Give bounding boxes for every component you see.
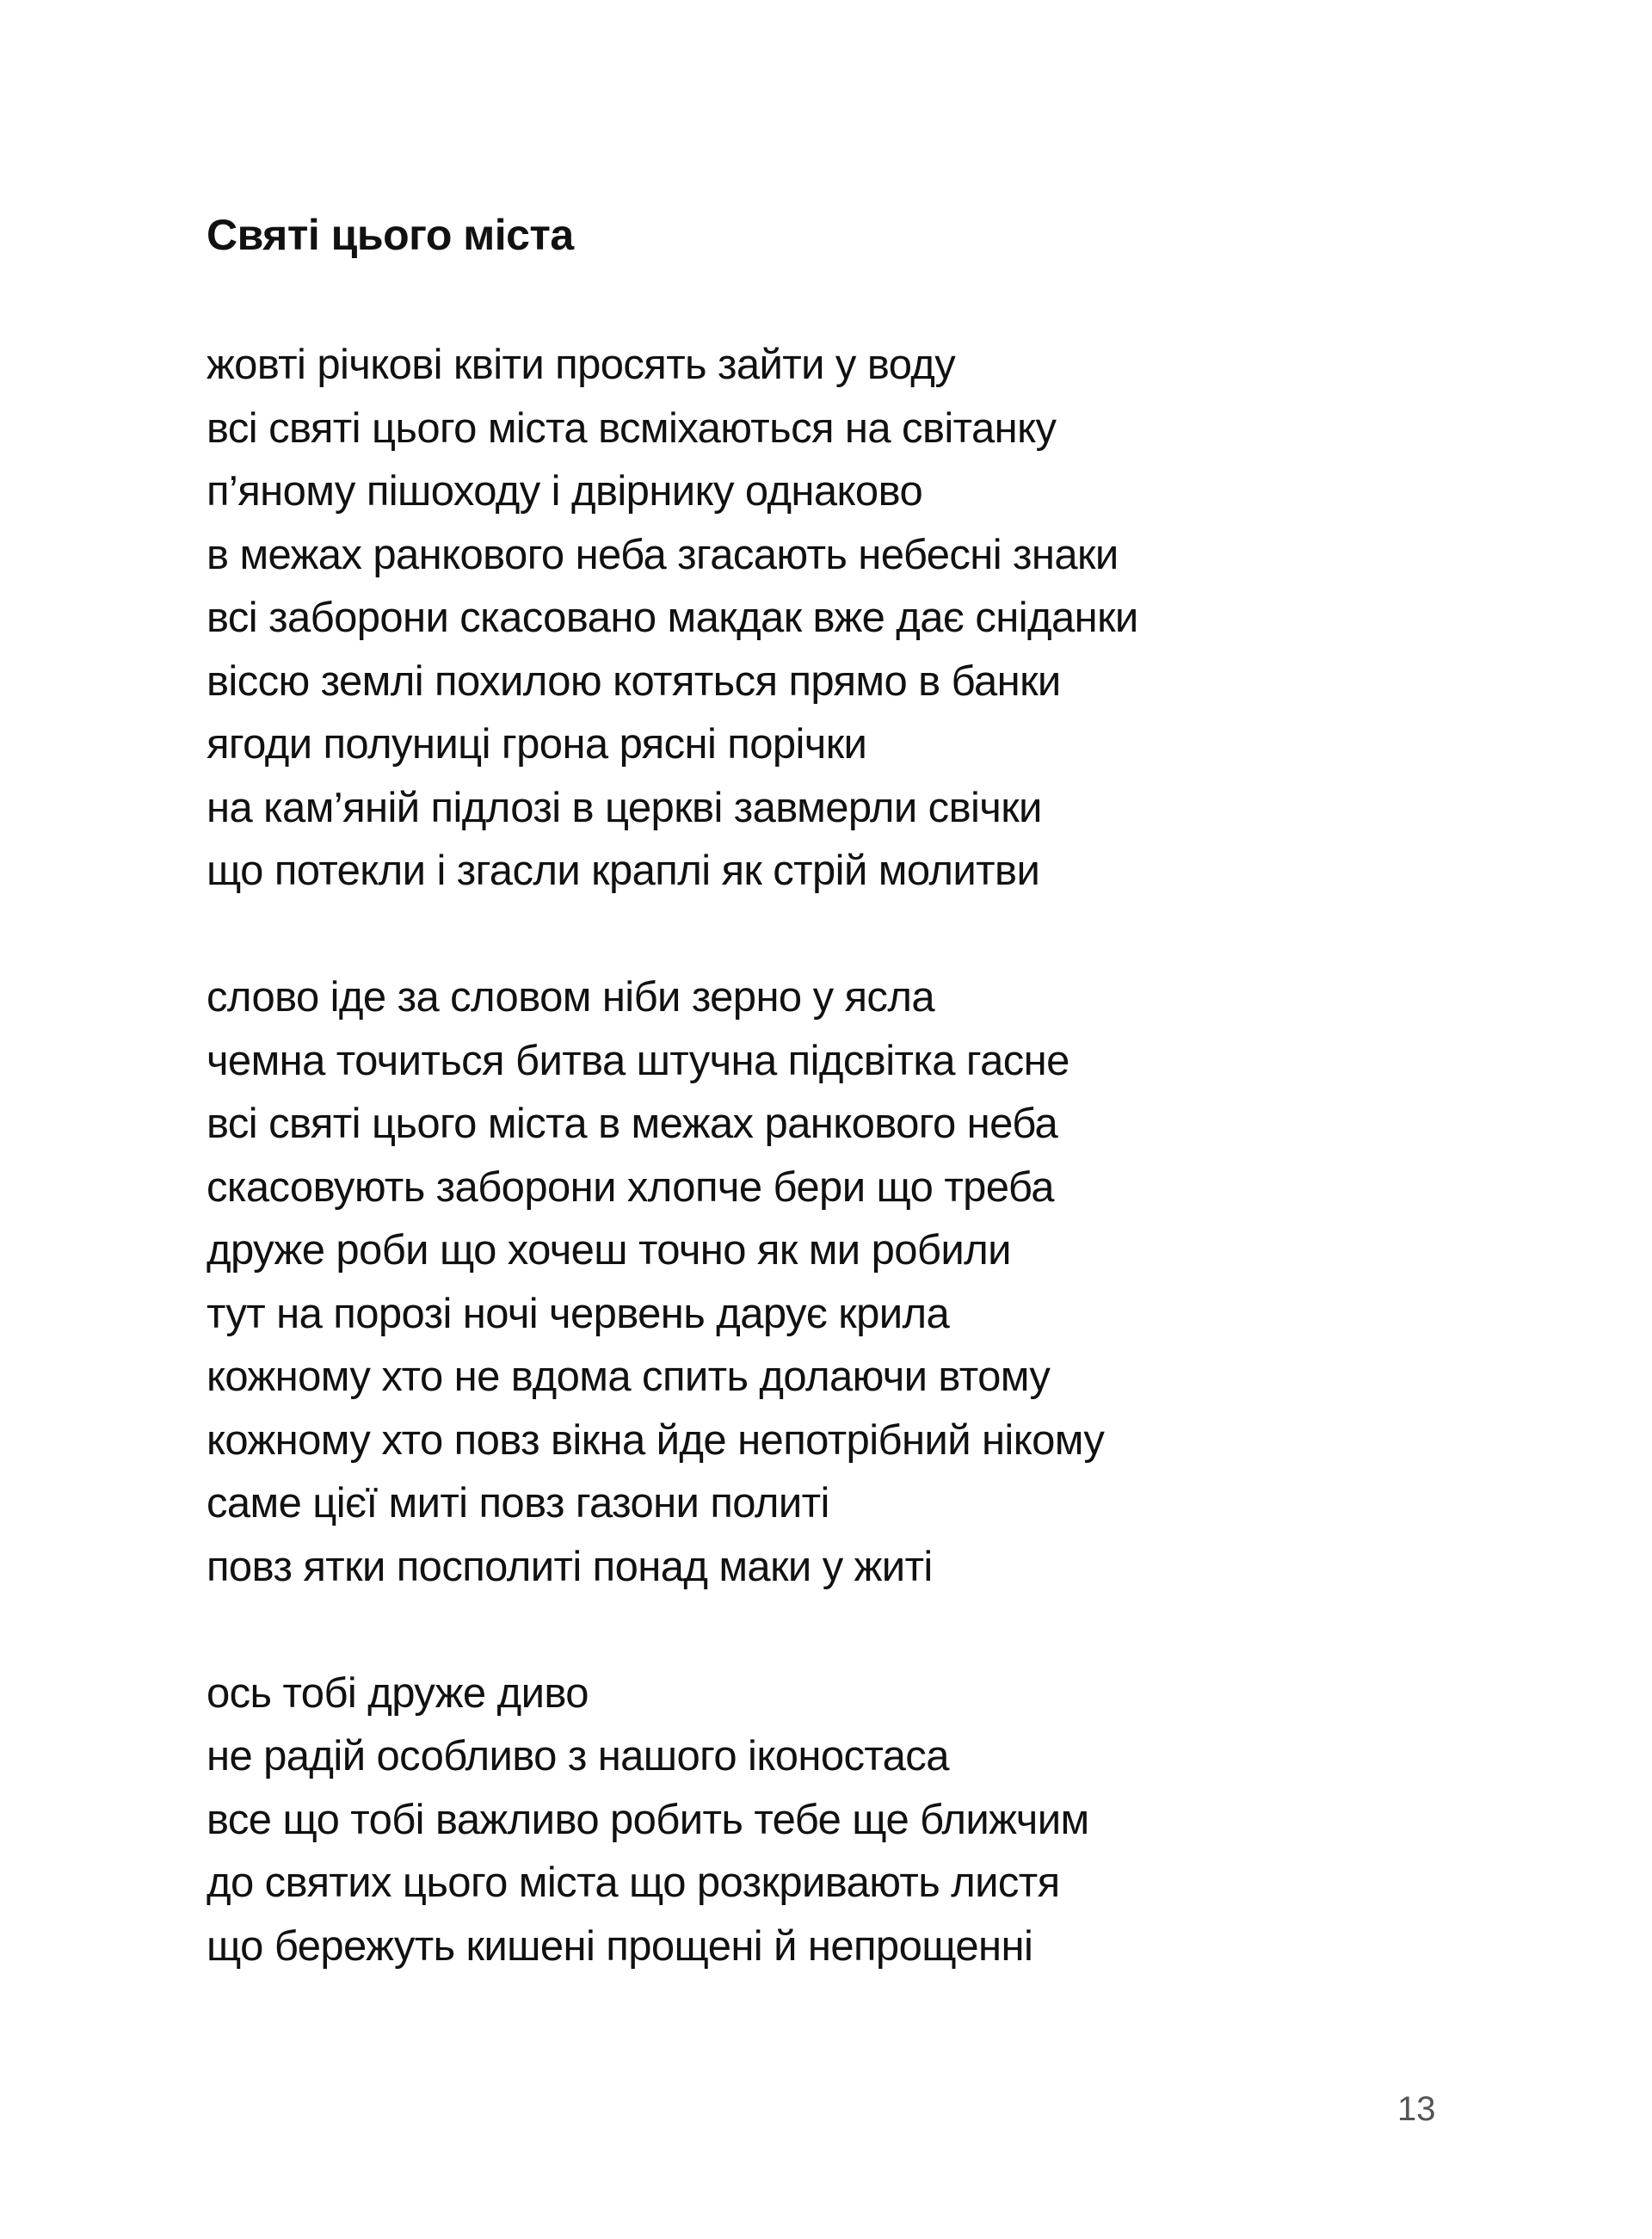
poem-line: слово іде за словом ніби зерно у ясла — [206, 974, 934, 1021]
poem-line: скасовують заборони хлопче бери що треба — [206, 1163, 1054, 1211]
poem-line: що бережуть кишені прощені й непрощенні — [206, 1922, 1033, 1970]
poem-title: Святі цього міста — [206, 211, 574, 259]
poem-line: кожному хто повз вікна йде непотрібний нікому — [206, 1416, 1105, 1464]
poem-line: п’яному пішоходу і двірнику однаково — [206, 468, 923, 515]
poem-line: повз ятки посполиті понад маки у житі — [206, 1543, 933, 1590]
poem-line: віссю землі похилою котяться прямо в банки — [206, 657, 1061, 705]
stanza-1 — [206, 334, 1497, 904]
poem-line: на кам’яній підлозі в церкві завмерли свічки — [206, 784, 1042, 831]
poem-line: всі святі цього міста в межах ранкового неба — [206, 1101, 1058, 1147]
poem-line: друже роби що хочеш точно як ми робили — [206, 1227, 1011, 1274]
poem-line: не радій особливо з нашого іконостаса — [206, 1733, 949, 1779]
poem-line: саме цієї миті повз газони политі — [206, 1480, 829, 1527]
poem-line: все що тобі важливо робить тебе ще ближчим — [206, 1796, 1089, 1843]
poem-line: що потекли і згасли краплі як стрій молитви — [206, 848, 1040, 894]
poem-line: ягоди полуниці грона рясні порічки — [206, 721, 867, 768]
page-number: 13 — [1397, 2090, 1436, 2128]
poem-line: всі заборони скасовано макдак вже дає сніданки — [206, 595, 1138, 641]
poem-line: всі святі цього міста всміхаються на світанку — [206, 404, 1057, 452]
poem-line: ось тобі друже диво — [206, 1669, 589, 1717]
poem-line: кожному хто не вдома спить долаючи втому — [206, 1354, 1051, 1400]
poem-line: в межах ранкового неба згасають небесні знаки — [206, 531, 1119, 578]
poem-line: жовті річкові квіти просять зайти у воду — [206, 342, 956, 388]
poem-line: тут на порозі ночі червень дарує крила — [206, 1290, 950, 1337]
poem-body — [206, 334, 1497, 2042]
stanza-3 — [206, 1662, 1497, 1979]
poem-line: чемна точиться битва штучна підсвітка гасне — [206, 1037, 1069, 1084]
poem-line: до святих цього міста що розкривають листя — [206, 1860, 1060, 1906]
stanza-2 — [206, 966, 1497, 1599]
